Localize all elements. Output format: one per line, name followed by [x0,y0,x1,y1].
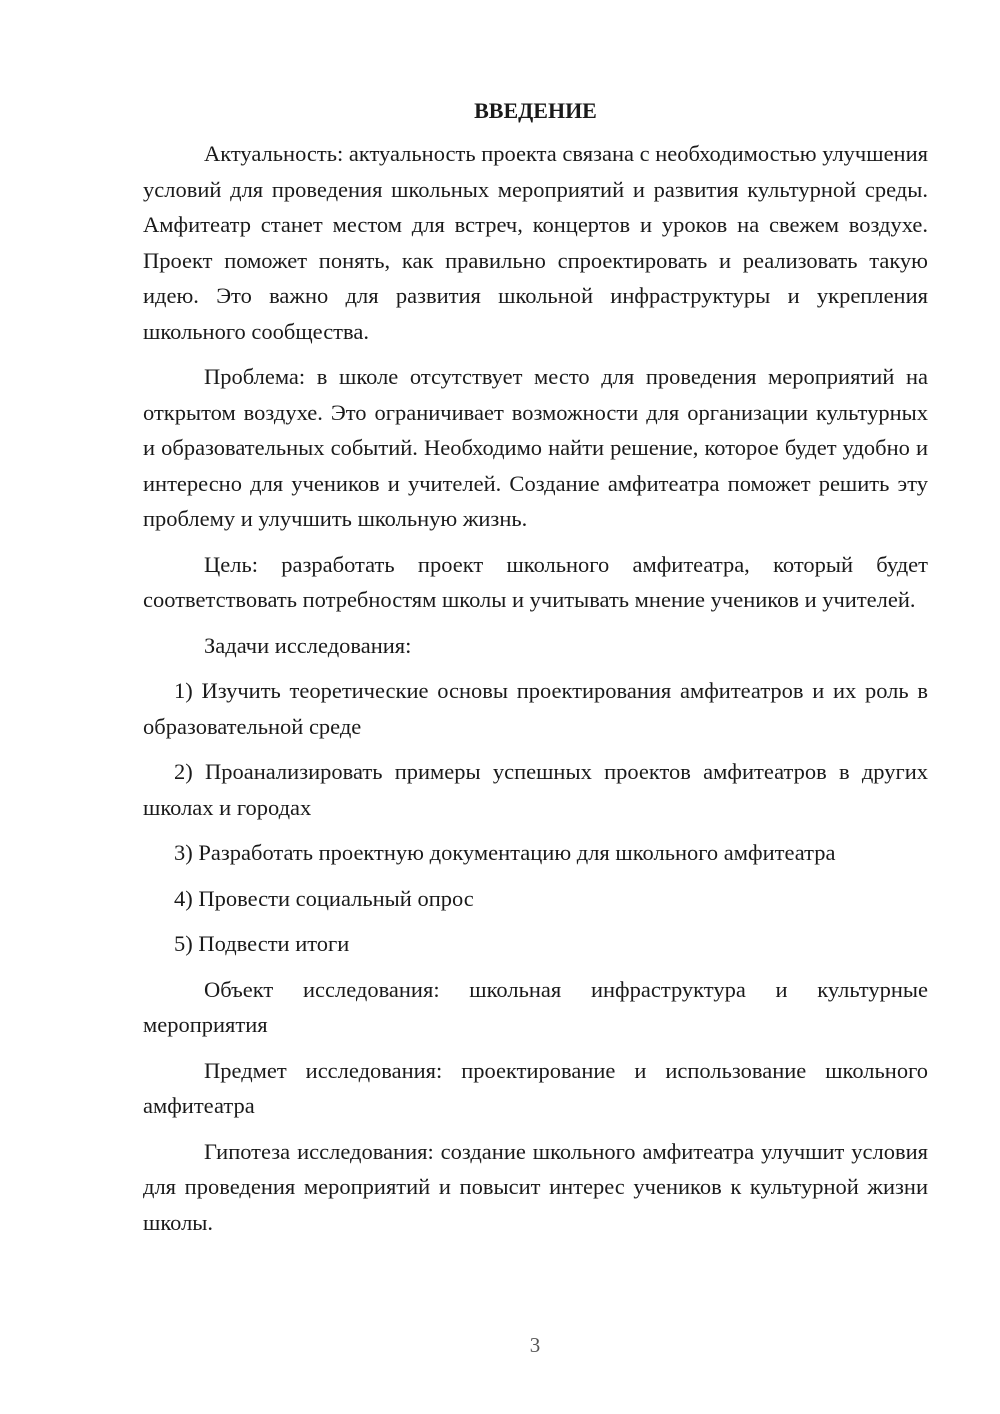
problem-paragraph: Проблема: в школе отсутствует место для проведения мероприятий на открытом воздухе. Это ограничивает возможности для организации культурных и образовательных событий. Необходимо найти решение, которое будет удобно и интересно для учеников и учителей. Создание амфитеатра поможет решить эту проблему и улучшить школьную жизнь. [143,364,928,531]
page-number: 3 [529,1333,541,1357]
goal-paragraph: Цель: разработать проект школьного амфитеатра, который будет соответствовать потребностям школы и учитывать мнение учеников и учителей. [143,551,928,612]
subject-paragraph: Предмет исследования: проектирование и использование школьного амфитеатра [143,1057,928,1118]
document-body [143,93,928,1250]
hypothesis-paragraph: Гипотеза исследования: создание школьного амфитеатра улучшит условия для проведения мероприятий и повысит интерес учеников к культурной жизни школы. [143,1138,928,1235]
task-item-1: 1) Изучить теоретические основы проектирования амфитеатров и их роль в образовательной среде [143,678,928,739]
task-item-3: 3) Разработать проектную документацию для школьного амфитеатра [174,840,836,865]
tasks-heading: Задачи исследования: [204,632,412,658]
task-item-4: 4) Провести социальный опрос [174,885,474,911]
relevance-paragraph: Актуальность: актуальность проекта связана с необходимостью улучшения условий для проведения школьных мероприятий и развития культурной среды. Амфитеатр станет местом для встреч, концертов и уроков на свежем воздухе. Проект поможет понять, как правильно спроектировать и реализовать такую идею. Это важно для развития школьной инфраструктуры и укрепления школьного сообщества. [143,141,928,344]
task-item-2: 2) Проанализировать примеры успешных проектов амфитеатров в других школах и городах [143,759,928,820]
section-title: ВВЕДЕНИЕ [474,98,597,123]
task-item-5: 5) Подвести итоги [174,931,350,956]
object-paragraph: Объект исследования: школьная инфраструктура и культурные мероприятия [143,976,928,1037]
